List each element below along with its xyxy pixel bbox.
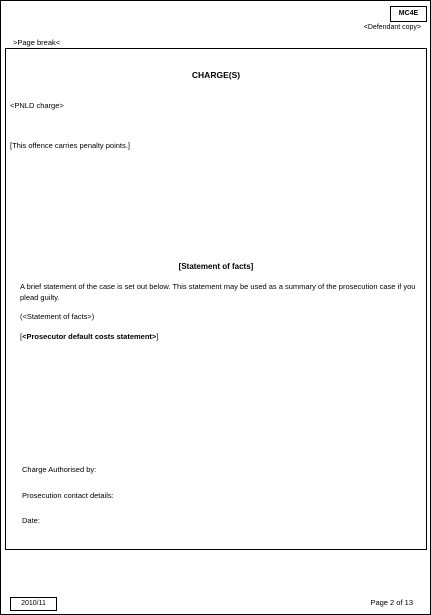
- page-number: Page 2 of 13: [370, 598, 413, 607]
- charge-content-box: [5, 48, 427, 550]
- form-code-badge: MC4E: [390, 6, 427, 22]
- pnld-charge-placeholder: <PNLD charge>: [10, 101, 64, 110]
- costs-statement: [20, 332, 158, 341]
- statement-of-facts-placeholder: (<Statement of facts>): [20, 312, 95, 321]
- costs-statement-open: [: [20, 332, 23, 341]
- charges-title: CHARGE(S): [191, 70, 241, 80]
- page-break-marker: >Page break<: [13, 38, 61, 47]
- costs-statement-close: ]: [156, 332, 159, 341]
- edition-badge: 2010/11: [10, 597, 57, 611]
- date-label: Date:: [22, 516, 40, 525]
- statement-of-facts-heading: [Statement of facts]: [178, 262, 254, 271]
- charge-authorised-label: Charge Authorised by:: [22, 465, 97, 474]
- statement-of-facts-intro: A brief statement of the case is set out below. This statement may be used as a summary of the prosecution case if you plead guilty.: [20, 282, 416, 302]
- penalty-points-note: [This offence carries penalty points.]: [10, 141, 130, 150]
- copy-label: <Defendant copy>: [363, 24, 421, 31]
- prosecution-contact-label: Prosecution contact details:: [22, 491, 114, 500]
- costs-statement-text: <Prosecutor default costs statement>: [22, 332, 157, 341]
